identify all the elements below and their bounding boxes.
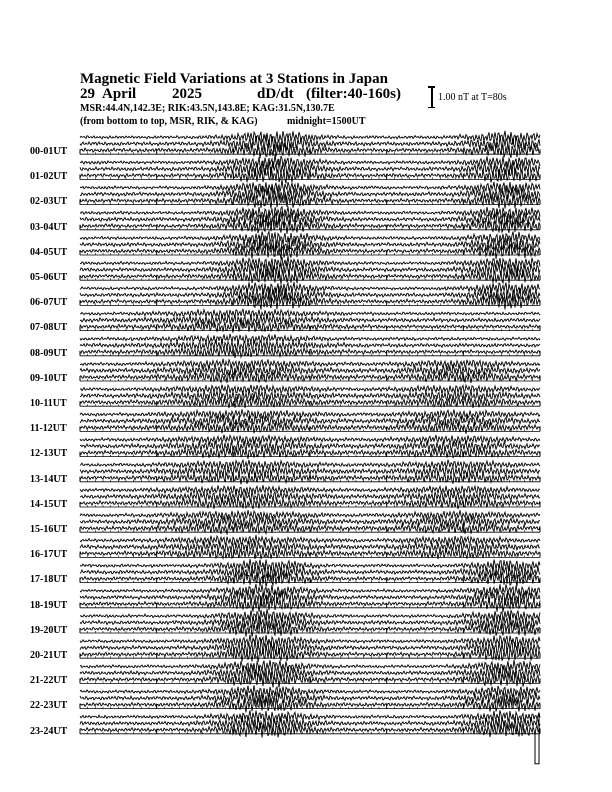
hour-label: 19-20UT [30, 624, 68, 636]
hour-label: 18-19UT [30, 599, 68, 611]
station-coordinates: MSR:44.4N,142.3E; RIK:43.5N,143.8E; KAG:31.5N,130.7E [80, 103, 335, 114]
date-day: 29 [80, 86, 95, 102]
trace-msr [80, 421, 540, 434]
hour-label: 00-01UT [30, 146, 68, 157]
trace-kag [80, 584, 540, 597]
hour-label: 09-10UT [30, 372, 68, 384]
page-title: Magnetic Field Variations at 3 Stations in Japan [80, 71, 388, 87]
trace-msr [80, 646, 540, 662]
hour-label: 21-22UT [30, 675, 68, 687]
hour-label: 16-17UT [30, 549, 68, 561]
hour-label: 05-06UT [30, 272, 68, 283]
hour-label: 06-07UT [30, 297, 68, 309]
filter-label: (filter:40-160s) [306, 86, 401, 102]
trace-kag [80, 485, 540, 495]
hour-label: 10-11UT [30, 398, 67, 409]
trace-msr [80, 143, 540, 159]
midnight-note: midnight=1500UT [287, 116, 366, 127]
trace-kag [80, 510, 540, 520]
hour-label: 22-23UT [30, 700, 68, 712]
station-order-note: (from bottom to top, MSR, RIK, & KAG) [80, 116, 258, 127]
trace-rik [80, 364, 540, 377]
date-month: April [102, 86, 137, 102]
hour-label: 14-15UT [30, 498, 68, 510]
date-year: 2025 [172, 86, 202, 102]
hour-label: 15-16UT [30, 524, 68, 535]
trace-kag [80, 435, 540, 445]
hour-label: 23-24UT [30, 725, 68, 737]
hour-label: 17-18UT [30, 574, 68, 586]
trace-kag [80, 359, 540, 369]
trace-kag [80, 334, 540, 343]
hour-label: 11-12UT [30, 423, 67, 435]
trace-rik [80, 541, 540, 553]
trace-rik [80, 314, 540, 326]
trace-msr [80, 570, 540, 586]
hour-label: 03-04UT [30, 221, 68, 233]
hour-label: 08-09UT [30, 347, 68, 359]
hour-label: 12-13UT [30, 448, 68, 460]
hour-label: 01-02UT [30, 171, 68, 183]
trace-rik [80, 415, 540, 428]
hour-label: 20-21UT [30, 650, 68, 661]
hour-label: 02-03UT [30, 196, 68, 208]
trace-kag [80, 155, 540, 170]
trace-kag [80, 460, 540, 470]
hour-label: 13-14UT [30, 473, 68, 485]
trace-kag [80, 282, 540, 295]
hour-label: 07-08UT [30, 322, 68, 334]
hour-label: 04-05UT [30, 246, 68, 258]
trace-kag [80, 685, 540, 699]
scale-label: 1.00 nT at T=80s [438, 92, 507, 103]
trace-kag [80, 309, 540, 319]
quantity-label: dD/dt [257, 86, 294, 102]
